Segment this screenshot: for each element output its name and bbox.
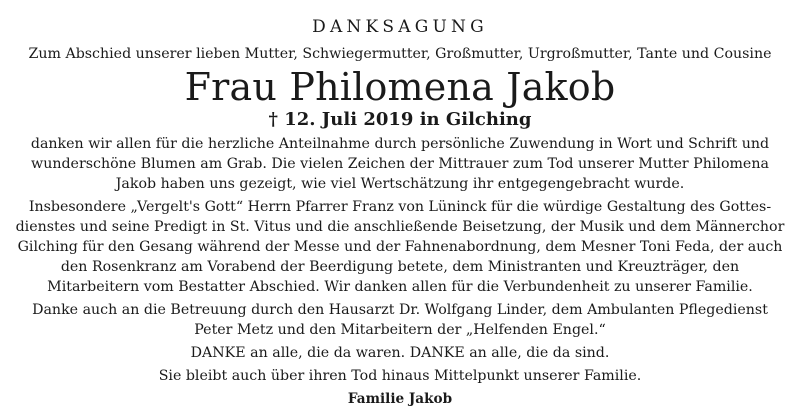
text-line: Sie bleibt auch über ihren Tod hinaus Mittelpunkt unserer Familie. (158, 368, 642, 384)
paragraph-danke (10, 343, 790, 363)
text-line: Insbesondere „Vergelt's Gott“ Herrn Pfarrer Franz von Lüninck für die würdige Gestaltung des Gottes- (28, 199, 772, 215)
paragraph-thanks (10, 134, 790, 194)
paragraph-special-thanks (10, 197, 790, 297)
text-line: dienstes und seine Predigt in St. Vitus und die anschließende Beisetzung, der Musik und dem Männerchor (15, 219, 785, 235)
text-line: den Rosenkranz am Vorabend der Beerdigung betete, dem Ministranten und Kreuzträger, den (60, 259, 740, 275)
notice-subheading: Zum Abschied unserer lieben Mutter, Schwiegermutter, Großmutter, Urgroßmutter, Tante und Cousine (28, 46, 772, 62)
signature: Familie Jakob (347, 391, 453, 407)
notice-body (10, 134, 790, 409)
text-line: Mitarbeitern vom Bestatter Abschied. Wir danken allen für die Verbundenheit zu unserer Familie. (47, 279, 753, 295)
text-line: DANKE an alle, die da waren. DANKE an alle, die da sind. (190, 345, 610, 361)
text-line: danken wir allen für die herzliche Anteilnahme durch persönliche Zuwendung in Wort und Schrift und (30, 136, 770, 152)
deceased-name: Frau Philomena Jakob (184, 65, 616, 109)
text-line: Jakob haben uns gezeigt, wie viel Wertschätzung ihr entgegengebracht wurde. (115, 176, 685, 192)
text-line: wunderschöne Blumen am Grab. Die vielen Zeichen der Mittrauer zum Tod unserer Mutter Philomena (31, 156, 769, 172)
paragraph-care-thanks (10, 300, 790, 340)
death-date: † 12. Juli 2019 in Gilching (268, 109, 532, 130)
text-line: Gilching für den Gesang während der Messe und der Fahnenabordnung, dem Mesner Toni Feda, der auch (17, 239, 783, 255)
notice-heading: DANKSAGUNG (312, 17, 488, 37)
paragraph-closing (10, 366, 790, 386)
text-line: Peter Metz und den Mitarbeitern der „Helfenden Engel.“ (194, 322, 606, 338)
text-line: Danke auch an die Betreuung durch den Hausarzt Dr. Wolfgang Linder, dem Ambulanten Pflegedienst (32, 302, 768, 318)
